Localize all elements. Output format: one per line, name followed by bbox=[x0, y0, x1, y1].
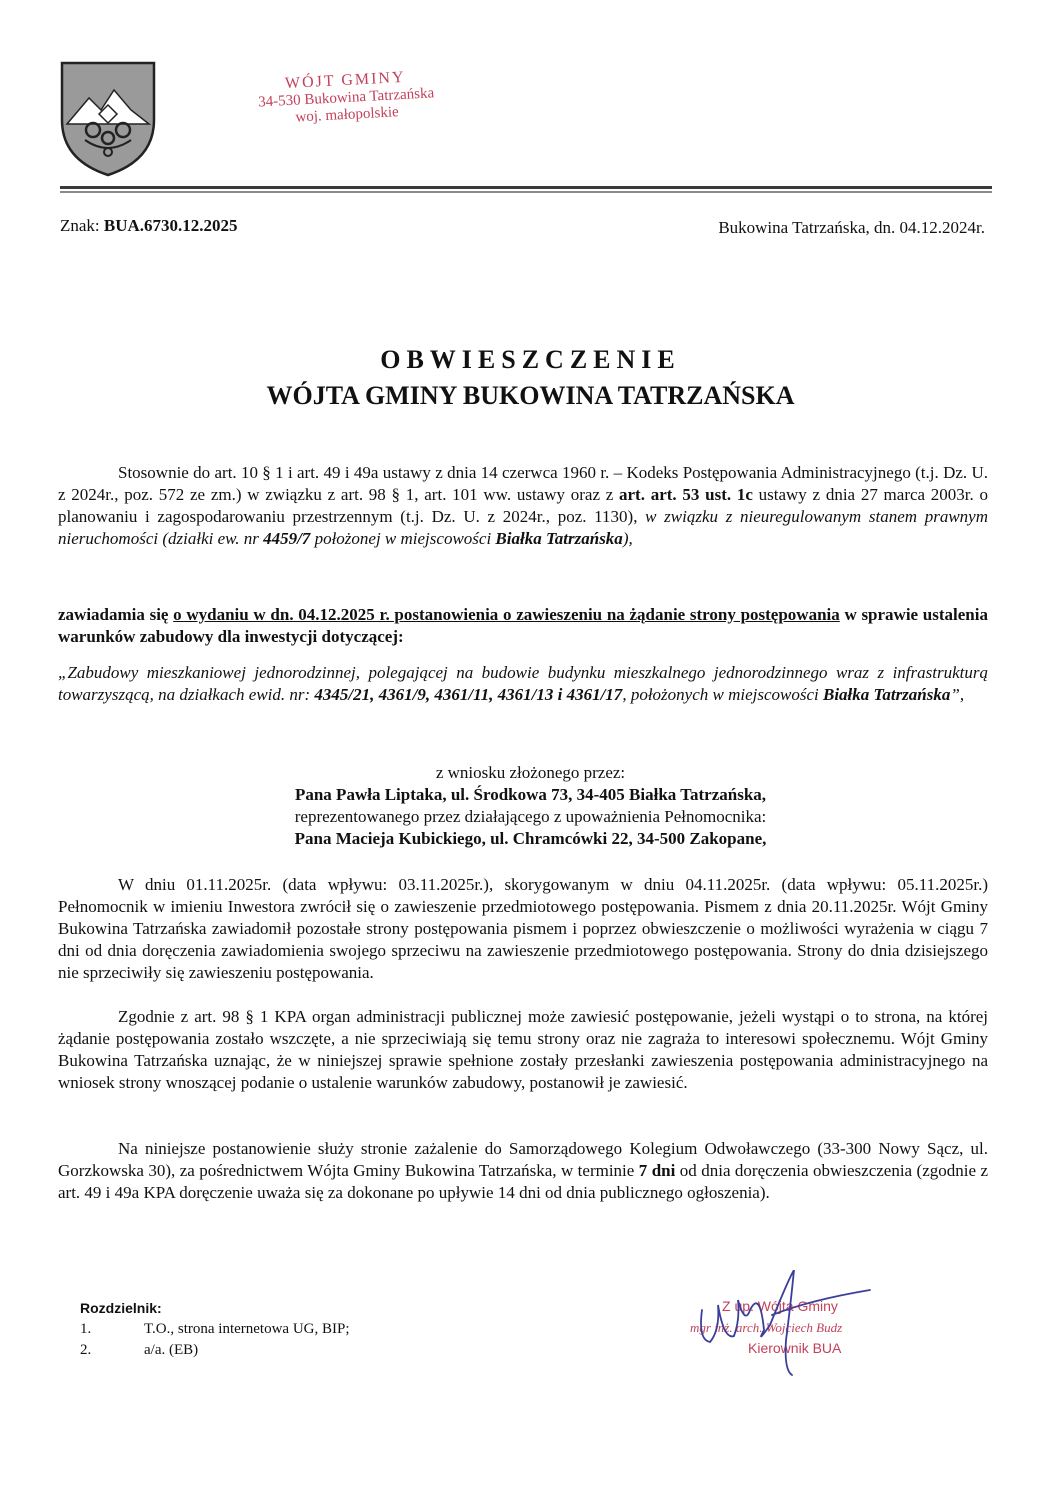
intro-text-2: ustawy z dnia 27 marca 2003r. o planowaniu i zagospodarowaniu przestrzennym (t.j. Dz. U. z 2024r., poz. 1130), bbox=[58, 485, 989, 526]
header-divider-thin bbox=[60, 191, 992, 193]
reference-value: BUA.6730.12.2025 bbox=[103, 216, 238, 235]
applicant-intro: z wniosku złożonego przez: bbox=[435, 763, 626, 782]
investment-text: „Zabudowy mieszkaniowej jednorodzinnej, polegającej na budowie budynku mieszkalnego jednorodzinnego wraz z infrastrukturą towarzyszącą, na działkach ewid. nr: bbox=[58, 663, 988, 704]
intro-text: Stosownie do art. 10 § 1 i art. 49 i 49a ustawy z dnia 14 czerwca 1960 r. – Kodeks Postępowania Administracyjnego (t.j. Dz. U. z 2024r., poz. 572 ze zm.) w związku z art. 98 § 1, art. 101 ww. ustawy oraz z bbox=[58, 463, 988, 504]
list-item-text: a/a. (EB) bbox=[144, 1342, 199, 1358]
body-paragraph-1: W dniu 01.11.2025r. (data wpływu: 03.11.2025r.), skorygowanym w dniu 04.11.2025r. (data wpływu: 05.11.2025r.) Pełnomocnik w imieniu Inwestora zwrócił się o zawieszenie przedmiotowego postępowania. Pismem z dnia 20.11.2025r. Wójt Gminy Bukowina Tatrzańska zawiadomił pozostałe strony postępowania pismem i poprzez obwieszczenie o możliwości wyrażenia w ciągu 7 dni od dnia doręczenia zawiadomienia swojego sprzeciwu na zawieszenie przedmiotowego postępowania. Strony do dnia dzisiejszego nie sprzeciwiły się zawieszeniu postępowania. bbox=[58, 875, 988, 982]
signature-position: Kierownik BUA bbox=[748, 1340, 842, 1356]
reference-number bbox=[60, 216, 238, 236]
document-title: OBWIESZCZENIE bbox=[380, 345, 681, 374]
investment-description bbox=[58, 662, 988, 706]
investment-text-2: , położonych w miejscowości bbox=[622, 685, 823, 704]
intro-article-ref: art. art. 53 ust. 1c bbox=[619, 485, 753, 504]
distribution-heading: Rozdzielnik: bbox=[80, 1300, 162, 1316]
signature-name: mgr inż. arch. Wojciech Budz bbox=[690, 1320, 843, 1335]
document-subtitle: WÓJTA GMINY BUKOWINA TATRZAŃSKA bbox=[266, 381, 795, 410]
appeal-deadline: 7 dni bbox=[638, 1161, 676, 1180]
list-item-text: T.O., strona internetowa UG, BIP; bbox=[144, 1321, 350, 1337]
distribution-list bbox=[80, 1298, 350, 1361]
investment-text-3: ”, bbox=[950, 685, 965, 704]
body-paragraph-2: Zgodnie z art. 98 § 1 KPA organ administracji publicznej może zawiesić postępowanie, jeżeli wystąpi o to strona, na której żądanie postępowania zostało wszczęte, a nie sprzeciwiają się temu strony oraz nie zagraża to interesowi społecznemu. Wójt Gminy Bukowina Tatrzańska uznając, że w niniejszej sprawie spełnione zostały przesłanki zawieszenia postępowania administracyjnego na wniosek strony wnoszącej podanie o ustalenie warunków zabudowy, postanowił je zawiesić. bbox=[58, 1007, 988, 1092]
list-item bbox=[80, 1340, 350, 1361]
appeal-text-2: od dnia doręczenia obwieszczenia (zgodnie z art. 49 i 49a KPA doręczenie uważa się za dokonane po upływie 14 dni od dnia publicznego ogłoszenia). bbox=[58, 1161, 988, 1202]
representative-name: Pana Macieja Kubickiego, ul. Chramcówki 22, 34-500 Zakopane, bbox=[294, 829, 767, 848]
notice-lead: zawiadamia się bbox=[58, 605, 174, 624]
applicant-name: Pana Pawła Liptaka, ul. Środkowa 73, 34-405 Białka Tatrzańska, bbox=[294, 785, 767, 804]
appeal-text: Na niniejsze postanowienie służy stronie zażalenie do Samorządowego Kolegium Odwoławczego (33-300 Nowy Sącz, ul. Gorzkowska 30), za pośrednictwem Wójta Gminy Bukowina Tatrzańska, w terminie bbox=[58, 1139, 988, 1180]
signature-authority: Z up. Wójta Gminy bbox=[722, 1298, 838, 1314]
handwritten-signature-icon bbox=[690, 1270, 920, 1380]
intro-italic-2: położonej w miejscowości bbox=[310, 529, 496, 548]
stamp-line-2: 34-530 Bukowina Tatrzańska bbox=[257, 85, 435, 111]
place-and-date: Bukowina Tatrzańska, dn. 04.12.2024r. bbox=[718, 218, 985, 237]
stamp-line-1: WÓJT GMINY bbox=[284, 68, 406, 93]
municipality-crest-icon bbox=[59, 60, 157, 178]
list-item bbox=[80, 1319, 350, 1340]
intro-paragraph bbox=[58, 462, 988, 550]
investment-plots: 4345/21, 4361/9, 4361/11, 4361/13 i 4361/17 bbox=[314, 685, 623, 704]
locality-name: Białka Tatrzańska bbox=[495, 529, 623, 548]
header-divider bbox=[60, 186, 992, 189]
plot-number: 4459/7 bbox=[263, 529, 311, 548]
signature-block bbox=[690, 1270, 920, 1380]
representative-intro: reprezentowanego przez działającego z upoważnienia Pełnomocnika: bbox=[294, 807, 767, 826]
investment-place: Białka Tatrzańska bbox=[822, 685, 951, 704]
stamp-line-3: woj. małopolskie bbox=[295, 104, 400, 126]
notice-rest: w sprawie ustalenia warunków zabudowy dla inwestycji dotyczącej: bbox=[58, 605, 988, 646]
list-item-number: 2. bbox=[80, 1342, 92, 1358]
reference-label: Znak: bbox=[60, 216, 100, 235]
intro-italic: w związku z nieuregulowanym stanem prawnym nieruchomości (działki ew. nr bbox=[58, 507, 988, 548]
official-stamp bbox=[230, 66, 462, 130]
notice-underlined: o wydaniu w dn. 04.12.2025 r. postanowienia o zawieszeniu na żądanie strony postępowania bbox=[173, 605, 840, 624]
notice-paragraph bbox=[58, 604, 988, 648]
list-item-number: 1. bbox=[80, 1321, 92, 1337]
intro-italic-3: ), bbox=[622, 529, 633, 548]
body-paragraph-3 bbox=[58, 1138, 988, 1204]
